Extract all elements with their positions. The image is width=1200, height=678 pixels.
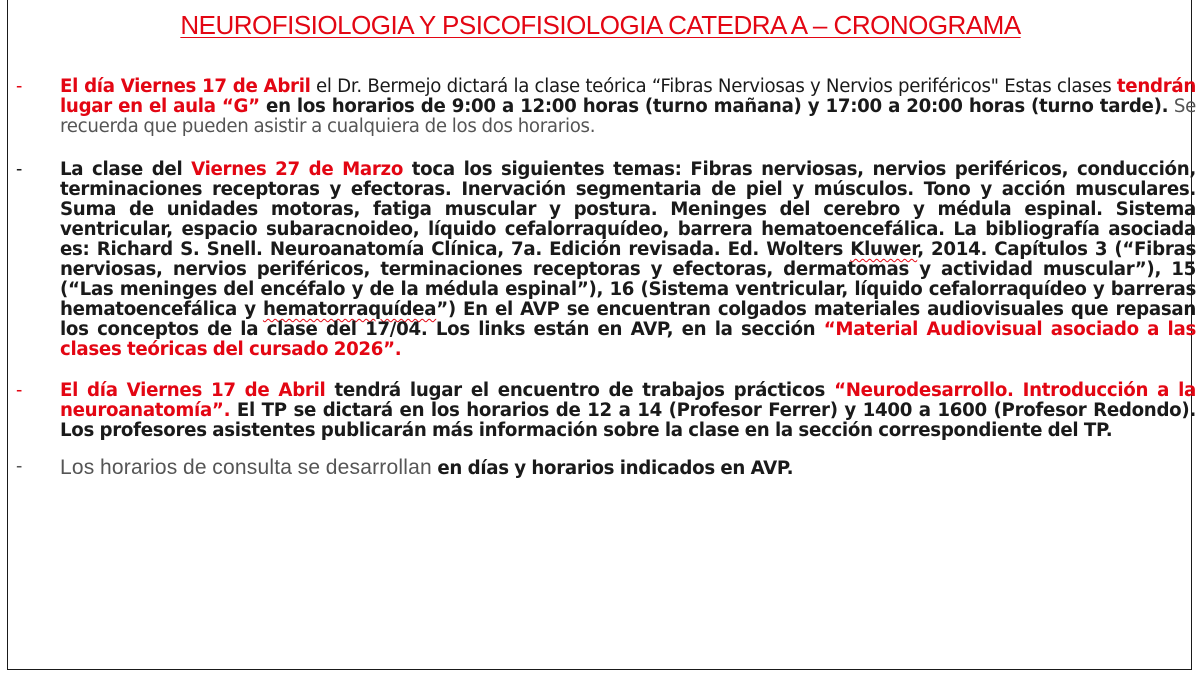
bold-text: , 2014. Capítulos 3 (“Fibras nerviosas, nervios periféricos, terminaciones receptoras y efectoras, dermatomas y actividad muscular”), 15 (“Las meninges del encéfalo y de la médula espinal”), 16 (Sistema ventricular, líquido cefalorraquídeo y barreras hematoencefálica y (60, 239, 1196, 320)
bold-text: tendrá lugar el encuentro de trabajos prácticos (325, 380, 835, 401)
list-item (16, 160, 1196, 360)
bold-text: El TP se dictará en los horarios de 12 a 14 (Profesor Ferrer) y 1400 a 1600 (Profesor Redondo). Los profesores asistentes publicarán más información sobre la clase en la sección correspondiente del TP. (60, 400, 1196, 441)
bullet-dash: - (16, 76, 23, 97)
bold-text: toca los siguientes temas: Fibras nerviosas, nervios periféricos, conducción, terminaciones receptoras y efectoras. Inervación segmentaria de piel y músculos. Tono y acción musculares. Suma de unidades motoras, fatiga muscular y postura. Meninges del cerebro y médula espinal. Sistema ventricular, espacio subaracnoideo, líquido cefalorraquídeo, barrera hematoencefálica. La bibliografía asociada es: Richard S. Snell. Neuroanatomía Clínica, 7a. Edición revisada. Ed. Wolters (60, 159, 1196, 260)
slide (7, 0, 1197, 670)
bold-text: en días y horarios indicados en AVP. (431, 458, 794, 479)
highlight-topic: “Neurodesarrollo. Introducción a la neuroanatomía”. (60, 380, 1196, 421)
item-text: Los horarios de consulta se desarrollan (60, 456, 432, 479)
spellcheck-word: Kluwer (850, 239, 918, 260)
highlight-location: tendrán lugar en el aula “G” (60, 76, 1196, 117)
list-item (16, 381, 1196, 441)
item-text: La clase del (60, 159, 192, 180)
bullet-list (16, 77, 1196, 481)
item-text: el Dr. Bermejo dictará la clase teórica “Fibras Nerviosas y Nervios periféricos" Estas clases (310, 76, 1117, 97)
highlight-date: El día Viernes 17 de Abril (60, 380, 326, 401)
spellcheck-word: hematorraquídea (262, 299, 437, 320)
highlight-date: Viernes 27 de Marzo (191, 159, 404, 180)
bold-text: en los horarios de 9:00 a 12:00 horas (turno mañana) y 17:00 a 20:00 horas (turno tarde). (259, 96, 1169, 117)
bold-text: ”) En el AVP se encuentran colgados materiales audiovisuales que repasan los conceptos de la clase del 17/04. Los links están en AVP, en la sección (60, 299, 1197, 340)
bullet-dash: - (16, 456, 23, 477)
reminder-text: Se recuerda que pueden asistir a cualquiera de los dos horarios. (60, 96, 1196, 137)
highlight-date: El día Viernes 17 de Abril (60, 76, 311, 97)
highlight-section: “Material Audiovisual asociado a las clases teóricas del cursado 2026”. (60, 319, 1196, 360)
list-item (16, 77, 1196, 137)
page-title: NEUROFISIOLOGIA Y PSICOFISIOLOGIA CATEDRA A – CRONOGRAMA (180, 10, 1021, 40)
bullet-dash: - (16, 380, 23, 401)
bullet-dash: - (16, 159, 23, 180)
list-item (16, 455, 1196, 481)
